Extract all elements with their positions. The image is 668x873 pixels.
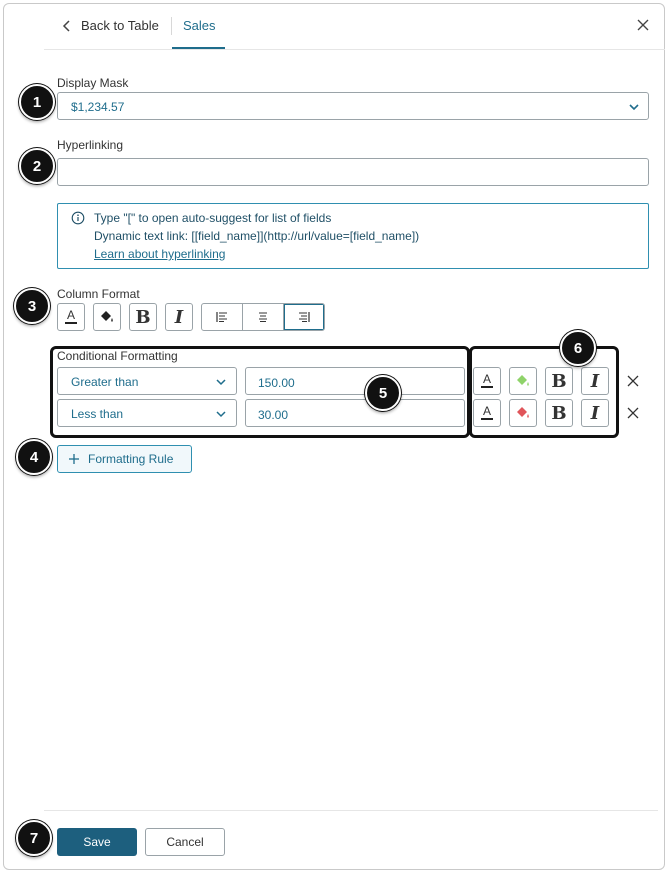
align-left-icon xyxy=(215,311,229,323)
info-dynamic-link-text: Dynamic text link: [[field_name]](http://url/value=[field_name]) xyxy=(94,229,420,243)
align-left-button[interactable] xyxy=(202,304,243,330)
rule-1-value: 150.00 xyxy=(258,376,295,390)
header-divider xyxy=(171,17,172,35)
chevron-down-icon xyxy=(215,377,227,387)
header-divider-line xyxy=(44,49,665,50)
rule-2-fill-color-button[interactable] xyxy=(509,399,537,427)
bold-glyph: B xyxy=(135,306,151,328)
step-badge-3: 3 xyxy=(14,288,50,324)
rule-2-italic-button[interactable] xyxy=(581,399,609,427)
hyperlinking-label: Hyperlinking xyxy=(57,138,124,152)
display-mask-select[interactable] xyxy=(57,92,649,120)
column-format-label: Column Format xyxy=(57,287,140,301)
cancel-button[interactable]: Cancel xyxy=(145,828,225,856)
rule-2-value: 30.00 xyxy=(258,408,289,422)
add-rule-label: Formatting Rule xyxy=(88,452,174,466)
paint-bucket-icon xyxy=(98,309,116,325)
hyperlinking-input[interactable] xyxy=(57,158,649,186)
step-badge-4: 4 xyxy=(16,439,52,475)
align-right-icon xyxy=(297,311,311,323)
rule-2-value-input[interactable] xyxy=(245,399,465,427)
rule-1-remove-icon[interactable] xyxy=(626,374,640,388)
info-autosuggest-text: Type "[" to open auto-suggest for list of fields xyxy=(94,211,332,225)
step-badge-5: 5 xyxy=(365,375,401,411)
tab-sales[interactable]: Sales xyxy=(183,18,216,33)
chevron-down-icon xyxy=(215,409,227,419)
rule-2-operator-select[interactable] xyxy=(57,399,237,427)
bold-button[interactable] xyxy=(129,303,157,331)
rule-2-remove-icon[interactable] xyxy=(626,406,640,420)
text-color-button[interactable] xyxy=(57,303,85,331)
back-to-table-link[interactable]: Back to Table xyxy=(81,18,159,33)
chevron-left-icon[interactable] xyxy=(60,18,74,34)
rule-1-bold-button[interactable] xyxy=(545,367,573,395)
step-badge-7: 7 xyxy=(16,820,52,856)
svg-text:A: A xyxy=(482,372,492,386)
alignment-group xyxy=(201,303,325,331)
text-color-icon xyxy=(63,308,79,326)
align-right-button[interactable] xyxy=(284,304,324,330)
conditional-formatting-label: Conditional Formatting xyxy=(57,349,178,363)
rule-1-fill-color-button[interactable] xyxy=(509,367,537,395)
info-icon xyxy=(71,211,85,225)
text-color-icon xyxy=(479,372,495,390)
paint-bucket-icon xyxy=(514,405,532,421)
hyperlink-info-box xyxy=(57,203,649,269)
chevron-down-icon xyxy=(628,102,640,112)
rule-2-operator: Less than xyxy=(71,407,124,421)
rule-1-operator: Greater than xyxy=(71,375,139,389)
bold-glyph: B xyxy=(551,370,567,392)
rule-2-bold-button[interactable] xyxy=(545,399,573,427)
close-icon[interactable] xyxy=(635,17,651,33)
text-color-icon xyxy=(479,404,495,422)
learn-hyperlinking-link[interactable]: Learn about hyperlinking xyxy=(94,247,226,261)
italic-glyph: I xyxy=(590,370,600,392)
footer-divider xyxy=(44,810,658,811)
svg-text:A: A xyxy=(482,404,492,418)
svg-text:A: A xyxy=(66,308,76,322)
rule-1-text-color-button[interactable] xyxy=(473,367,501,395)
plus-icon xyxy=(68,453,80,465)
display-mask-label: Display Mask xyxy=(57,76,129,90)
step-badge-1: 1 xyxy=(19,84,55,120)
rule-2-text-color-button[interactable] xyxy=(473,399,501,427)
align-center-button[interactable] xyxy=(243,304,284,330)
display-mask-value: $1,234.57 xyxy=(71,100,125,114)
fill-color-button[interactable] xyxy=(93,303,121,331)
bold-glyph: B xyxy=(551,402,567,424)
italic-glyph: I xyxy=(590,402,600,424)
paint-bucket-icon xyxy=(514,373,532,389)
rule-1-value-input[interactable] xyxy=(245,367,465,395)
add-formatting-rule-button[interactable] xyxy=(57,445,192,473)
rule-1-italic-button[interactable] xyxy=(581,367,609,395)
step-badge-6: 6 xyxy=(560,330,596,366)
align-center-icon xyxy=(256,311,270,323)
step-badge-2: 2 xyxy=(19,148,55,184)
italic-button[interactable] xyxy=(165,303,193,331)
italic-glyph: I xyxy=(174,306,184,328)
save-button[interactable]: Save xyxy=(57,828,137,856)
rule-1-operator-select[interactable] xyxy=(57,367,237,395)
